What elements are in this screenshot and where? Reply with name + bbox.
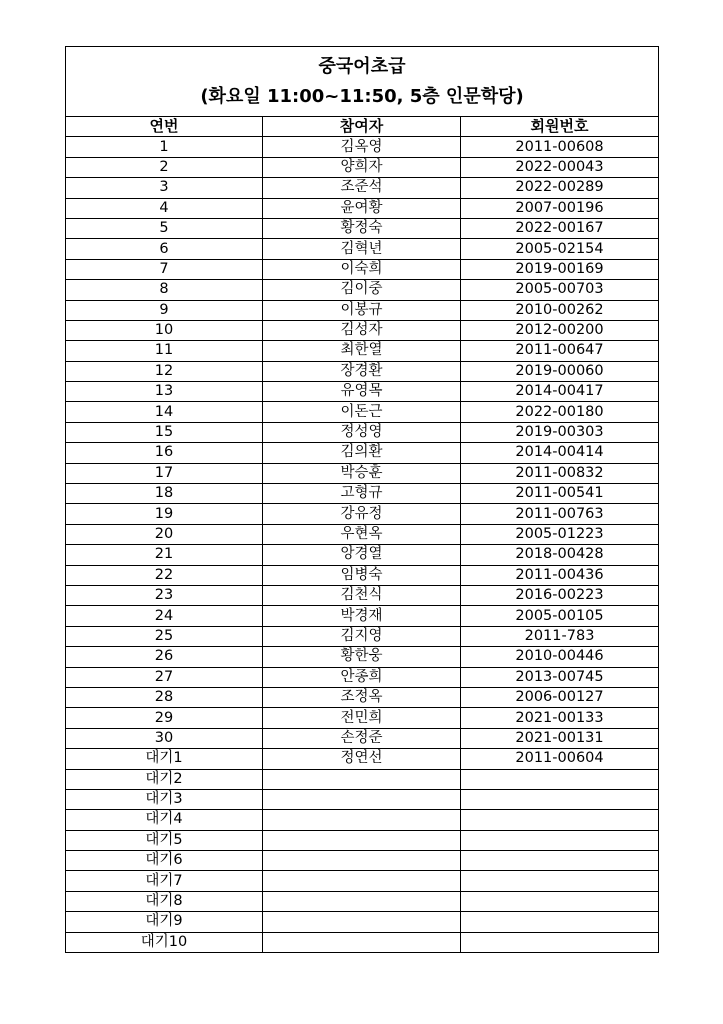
member-id: 2010-00446 [461,647,659,667]
row-number: 23 [66,585,263,605]
participant-name: 고형규 [263,484,461,504]
member-id: 2012-00200 [461,320,659,340]
table-row [66,749,659,769]
member-id [461,830,659,850]
member-id: 2011-783 [461,626,659,646]
member-id: 2005-01223 [461,524,659,544]
table-row [66,402,659,422]
member-id [461,810,659,830]
participant-name: 전민희 [263,708,461,728]
member-id: 2014-00417 [461,382,659,402]
table-row [66,830,659,850]
participant-name: 김지영 [263,626,461,646]
member-id [461,769,659,789]
participant-name: 조준석 [263,178,461,198]
participant-name [263,769,461,789]
table-row [66,851,659,871]
column-header-number: 연번 [66,117,263,137]
participant-name: 손정준 [263,728,461,748]
participant-name: 김혁년 [263,239,461,259]
table-row [66,708,659,728]
table-row [66,912,659,932]
table-row [66,565,659,585]
row-number: 7 [66,259,263,279]
roster-table [65,46,659,953]
row-number: 대기6 [66,851,263,871]
member-id: 2011-00763 [461,504,659,524]
table-row [66,626,659,646]
member-id [461,891,659,911]
participant-name: 김옥영 [263,137,461,157]
table-row [66,382,659,402]
row-number: 12 [66,361,263,381]
course-schedule: (화요일 11:00~11:50, 5층 인문학당) [200,85,524,107]
member-id: 2019-00303 [461,422,659,442]
row-number: 4 [66,198,263,218]
member-id: 2006-00127 [461,687,659,707]
row-number: 대기2 [66,769,263,789]
participant-name [263,932,461,952]
member-id: 2019-00169 [461,259,659,279]
row-number: 18 [66,484,263,504]
table-row [66,300,659,320]
participant-name: 임병숙 [263,565,461,585]
participant-name [263,810,461,830]
table-row [66,178,659,198]
participant-name: 앙경열 [263,545,461,565]
participant-name [263,891,461,911]
participant-name [263,789,461,809]
table-row [66,361,659,381]
member-id: 2018-00428 [461,545,659,565]
member-id: 2016-00223 [461,585,659,605]
member-id: 2021-00133 [461,708,659,728]
row-number: 25 [66,626,263,646]
participant-name: 조정옥 [263,687,461,707]
table-row [66,524,659,544]
participant-name [263,871,461,891]
member-id: 2011-00604 [461,749,659,769]
member-id: 2022-00289 [461,178,659,198]
participant-name: 박경재 [263,606,461,626]
row-number: 15 [66,422,263,442]
participant-name: 김의환 [263,443,461,463]
table-row [66,137,659,157]
title-row [66,47,659,117]
participant-name: 양희자 [263,157,461,177]
row-number: 28 [66,687,263,707]
member-id: 2022-00167 [461,218,659,238]
row-number: 13 [66,382,263,402]
table-row [66,687,659,707]
column-header-member-id: 회원번호 [461,117,659,137]
table-row [66,198,659,218]
row-number: 6 [66,239,263,259]
member-id: 2011-00541 [461,484,659,504]
row-number: 2 [66,157,263,177]
participant-name: 황한웅 [263,647,461,667]
table-row [66,422,659,442]
participant-name: 이숙희 [263,259,461,279]
member-id: 2005-00703 [461,280,659,300]
course-title: 중국어초급 [318,55,406,77]
row-number: 대기10 [66,932,263,952]
row-number: 21 [66,545,263,565]
table-row [66,606,659,626]
table-row [66,932,659,952]
participant-name: 강유정 [263,504,461,524]
table-row [66,871,659,891]
participant-name: 안종희 [263,667,461,687]
row-number: 19 [66,504,263,524]
participant-name: 김천식 [263,585,461,605]
member-id [461,912,659,932]
column-header-name: 참여자 [263,117,461,137]
row-number: 대기7 [66,871,263,891]
member-id [461,851,659,871]
member-id: 2019-00060 [461,361,659,381]
participant-name: 김이중 [263,280,461,300]
member-id: 2022-00043 [461,157,659,177]
row-number: 3 [66,178,263,198]
table-row [66,218,659,238]
roster-body [66,137,659,953]
row-number: 17 [66,463,263,483]
table-row [66,810,659,830]
participant-name [263,830,461,850]
row-number: 대기4 [66,810,263,830]
participant-name: 장경환 [263,361,461,381]
row-number: 11 [66,341,263,361]
participant-name: 황정숙 [263,218,461,238]
member-id [461,789,659,809]
table-row [66,545,659,565]
member-id: 2011-00832 [461,463,659,483]
member-id [461,932,659,952]
table-row [66,463,659,483]
participant-name: 김성자 [263,320,461,340]
row-number: 9 [66,300,263,320]
row-number: 대기8 [66,891,263,911]
row-number: 1 [66,137,263,157]
row-number: 대기9 [66,912,263,932]
table-row [66,789,659,809]
table-row [66,728,659,748]
row-number: 8 [66,280,263,300]
row-number: 22 [66,565,263,585]
participant-name [263,851,461,871]
participant-name [263,912,461,932]
table-row [66,320,659,340]
table-row [66,341,659,361]
row-number: 29 [66,708,263,728]
row-number: 26 [66,647,263,667]
table-row [66,443,659,463]
row-number: 대기3 [66,789,263,809]
row-number: 27 [66,667,263,687]
member-id: 2005-02154 [461,239,659,259]
member-id: 2011-00608 [461,137,659,157]
member-id: 2011-00436 [461,565,659,585]
table-row [66,667,659,687]
table-row [66,280,659,300]
table-row [66,484,659,504]
participant-name: 윤여황 [263,198,461,218]
member-id: 2022-00180 [461,402,659,422]
row-number: 16 [66,443,263,463]
participant-name: 우현옥 [263,524,461,544]
table-row [66,647,659,667]
participant-name: 이돈근 [263,402,461,422]
participant-name: 최한열 [263,341,461,361]
table-row [66,259,659,279]
participant-name: 유영목 [263,382,461,402]
title-cell [66,47,659,117]
table-row [66,157,659,177]
participant-name: 박승훈 [263,463,461,483]
participant-name: 정연선 [263,749,461,769]
member-id: 2011-00647 [461,341,659,361]
row-number: 14 [66,402,263,422]
participant-name: 정성영 [263,422,461,442]
member-id: 2021-00131 [461,728,659,748]
row-number: 대기5 [66,830,263,850]
member-id [461,871,659,891]
participant-name: 이봉규 [263,300,461,320]
table-row [66,585,659,605]
member-id: 2014-00414 [461,443,659,463]
table-row [66,891,659,911]
row-number: 대기1 [66,749,263,769]
row-number: 10 [66,320,263,340]
table-row [66,239,659,259]
member-id: 2013-00745 [461,667,659,687]
table-row [66,769,659,789]
row-number: 5 [66,218,263,238]
header-row [66,117,659,137]
row-number: 20 [66,524,263,544]
roster-sheet [65,46,658,953]
row-number: 30 [66,728,263,748]
row-number: 24 [66,606,263,626]
member-id: 2010-00262 [461,300,659,320]
table-row [66,504,659,524]
member-id: 2005-00105 [461,606,659,626]
member-id: 2007-00196 [461,198,659,218]
